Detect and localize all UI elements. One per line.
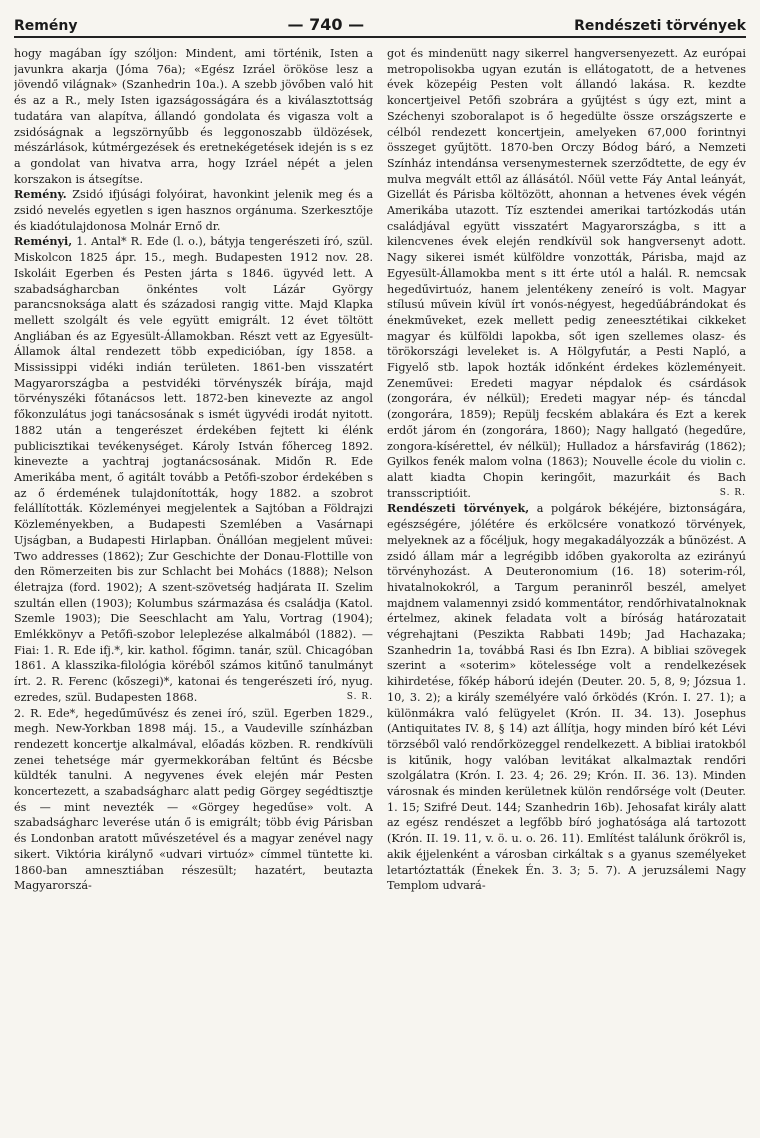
headword: Remény. bbox=[14, 187, 67, 202]
entry-text: 1. Antal* R. Ede (l. o.), bátyja tengerészeti író, szül. Miskolcon 1825 ápr. 15., megh. Budapesten 1912 nov. 28. Iskoláit Egerben és Pesten járta s 1846. ügyvéd lett. A szabadságharcban önkéntes volt Lázár György parancsnoksága alatt és századosi rangig vitte. Majd Klapka mellett szolgált és vele együtt emigrált. 12 évet töltött Angliában és az Egyesült-Államokban. Részt vett az Egyesült-Államok által rendezett több expedicióban, így 1858. a Mississippi vidéki indián területen. 1861-ben visszatért Magyarországba a pestvidéki törvényszék bírája, majd törvényszéki főtanácsos lett. 1872-ben kinevezte az angol főkonzulátus jogi tanácsosának s ismét ügyvédi irodát nyitott. 1882 után a tengerészet érdekében fejtett ki élénk publicisztikai tevékenységet. Károly István főherceg 1892. kinevezte a yachtraj jogtanácsosának. Midőn R. Ede Amerikába ment, ő agitált tovább a Petőfi-szobor érdekében s az ő érdemének tulajdonították, hogy 1882. a szobrot felállították. Közleményei megjelentek a Sajtóban a Földrajzi Közleményekben, a Budapesti Szemlében a Vasárnapi Ujságban, a Budapesti Hirlapban. Önállóan megjelent művei: Two addresses (1862); Zur Geschichte der Donau-Flottille von den Römerzeiten bis zur Schlacht bei Mohács (1888); Nelson életrajza (ford. 1902); A szent-szövetség hadjárata II. Szelim szultán ellen (1903); Kolumbus származása és családja (Katol. Szemle 1903); Die Seeschlacht am Yalu, Vortrag (1904); Emlékkönyv a Petőfi-szobor leleplezése alkalmából (1882). — Fiai: 1. R. Ede ifj.*, kir. kathol. főgimn. tanár, szül. Chicagóban 1861. A klasszika-filológia köréből számos kitűnő tanulmányt írt. 2. R. Ferenc (kőszegi)*, katonai és tengerészeti író, nyug. ezredes, szül. Budapesten 1868. bbox=[14, 235, 373, 704]
header-left: Remény bbox=[14, 18, 78, 34]
left-column bbox=[14, 46, 373, 1130]
entry-rendeszeti-torvenyek bbox=[387, 501, 746, 894]
headword: Reményi, bbox=[14, 234, 73, 249]
entry-remenyi-ede-continued bbox=[387, 46, 746, 501]
entry-text: got és mindenütt nagy sikerrel hangversenyezett. Az európai metropolisokba ugyan ezután is ellátogatott, de a hetvenes évek közepéig Pesten volt állandó lakása. R. kezdte koncertjeivel Petőfi szobrára a gyűjtést s úgy ezt, mint a Széchenyi szoboralapot is ő hegedülte össze országszerte e célból rendezett koncertjein, amelyeken 67,000 forintnyi összeget gyűjtött. 1870-ben Orczy Bódog báró, a Nemzeti Színház intendánsa versenymesternek szerződtette, de egy év mulva megvált ettől az állásától. Nőül vette Fáy Antal leányát, Gizellát és Párisba költözött, ahonnan a hetvenes évek végén Amerikába utazott. Tíz esztendei amerikai tartózkodás után családjával együtt visszatért Magyarországba, s itt a kilencvenes évek elején rendkívül sok hangversenyt adott. Nagy sikerei ismét külföldre vonzották, Párisba, majd az Egyesült-Államokba ment s itt érte utól a halál. R. nemcsak hegedűvirtuóz, hanem jelentékeny zeneíró is volt. Magyar stílusú művein kívül írt vonós-négyest, hegedűábrándokat és énekműveket, ezek mellett pedig zeneesztétikai cikkeket magyar és külföldi lapokba, sőt igen szellemes olasz- és törökországi leveleket is. A Hölgyfutár, a Pesti Napló, a Figyelő stb. lapok hozták időnként érdekes közleményeit. Zeneművei: Eredeti magyar népdalok és csárdások (zongorára, év nélkül); Eredeti magyar nép- és táncdal (zongorára, 1859); Repülj fecském ablakára és Ezt a kerek erdőt járom én (zongorára, 1860); Nagy hallgató (hegedűre, zongora-kísérettel, év nélkül); Hulladoz a hársfavirág (1862); Gyilkos fenék malom volna (1863); Nouvelle école du violin c. alatt kiadta Chopin keringőit, mazurkáit és Bach transscriptióit. bbox=[387, 47, 746, 500]
entry-text: a polgárok békéjére, biztonságára, egészségére, jólétére és erkölcsére vonatkozó törvények, melyeknek az a főcéljuk, hogy megakadályozzák a bűnözést. A zsidó állam már a legrégibb időben gyakorolta az ezirányú törvényhozást. A Deuteronomium (16. 18) soterim-ról, hivatalnokokról, a Targum peraninről beszél, amelyet majdnem valamennyi zsidó kommentátor, rendőrhivatalnoknak értelmez, akinek feladata volt a bíróság határozatait végrehajtani (Peszikta Rabbati 149b; Jad Hachazaka; Szanhedrin 1a, továbbá Rasi és Ibn Ezra). A bibliai szövegek szerint a «soterim» kötelessége volt a rendelkezések kihirdetése, főkép háború idején (Deuter. 20. 5, 8, 9; Józsua 1. 10, 3. 2); a király személyére való őrködés (Krón. I. 27. 1); a különmákra való felügyelet (Krón. II. 34. 13). Josephus (Antiquitates IV. 8, § 14) azt állítja, hogy minden bíró két Lévi törzséből való rendőrközeggel rendelkezett. A bibliai iratokból is kitűnik, hogy valóban levitákat alkalmaztak rendőri szolgálatra (Krón. I. 23. 4; 26. 29; Krón. II. 36. 13). Minden városnak és minden kerületnek külön rendőrsége volt (Deuter. 1. 15; Szifré Deut. 144; Szanhedrin 16b). Jehosafat király alatt az egész rendészet a legfőbb bíró joghatósága alá tartozott (Krón. II. 19. 11, v. ö. u. o. 26. 11). Említést találunk őrökről is, akik éjjelenként a városban cirkáltak s a gyanus személyeket letartóztatták (Énekek Én. 3. 3; 5. 7). A jeruzsálemi Nagy Templom udvará- bbox=[387, 502, 746, 893]
header-right: Rendészeti törvények bbox=[574, 18, 746, 34]
right-column bbox=[387, 46, 746, 1130]
entry-remeny-continued: hogy magában így szóljon: Mindent, ami történik, Isten a javunkra akarja (Jóma 76a); «Egész Izráel örököse lesz a jövendő világnak» (Szanhedrin 10a.). A szebb jövőben való hit és az a R., mely Isten igazságosságára és a kiválasztottság tudatára van alapítva, állandó gondolata és vigasza volt a zsidóságnak a legszörnyűbb és leggonoszabb üldözések, mészárlások, kútmérgezések és eretnekégetések idején is s ez a gondolat van hivatva arra, hogy Izráel népét a jelen korszakon is átsegítse. bbox=[14, 47, 373, 186]
headword: Rendészeti törvények, bbox=[387, 501, 530, 516]
entry-text: Zsidó ifjúsági folyóirat, havonkint jelenik meg és a zsidó nevelés egyetlen s igen hasznos orgánuma. Szerkesztője és kiadótulajdonosa Molnár Ernő dr. bbox=[14, 188, 373, 233]
running-header bbox=[14, 6, 746, 38]
entry-remeny-journal bbox=[14, 187, 373, 234]
entry-remenyi-antal bbox=[14, 234, 373, 705]
page-number: — 740 — bbox=[287, 15, 365, 34]
author-signature: S. R. bbox=[346, 691, 373, 702]
text-columns bbox=[14, 46, 746, 1130]
entry-remenyi-ede: 2. R. Ede*, hegedűművész és zenei író, szül. Egerben 1829., megh. New-Yorkban 1898 máj. 15., a Vaudeville színházban rendezett koncertje alkalmával, előadás közben. R. rendkívüli zenei tehetsége már gyermekkorában feltűnt és Bécsbe küldték tanulni. A negyvenes évek elején már Pesten koncertezett, a szabadságharc alatt pedig Görgey segédtisztje és — mint nevezték — «Görgey hegedűse» volt. A szabadságharc leverése után ő is emigrált; több évig Párisban és Londonban aratott művészetével és a magyar zenével nagy sikert. Viktória királynő «udvari virtuóz» címmel tüntette ki. 1860-ban amnesztiában részesült; hazatért, beutazta Magyarorszá- bbox=[14, 706, 373, 893]
author-signature: S. R. bbox=[719, 487, 746, 498]
